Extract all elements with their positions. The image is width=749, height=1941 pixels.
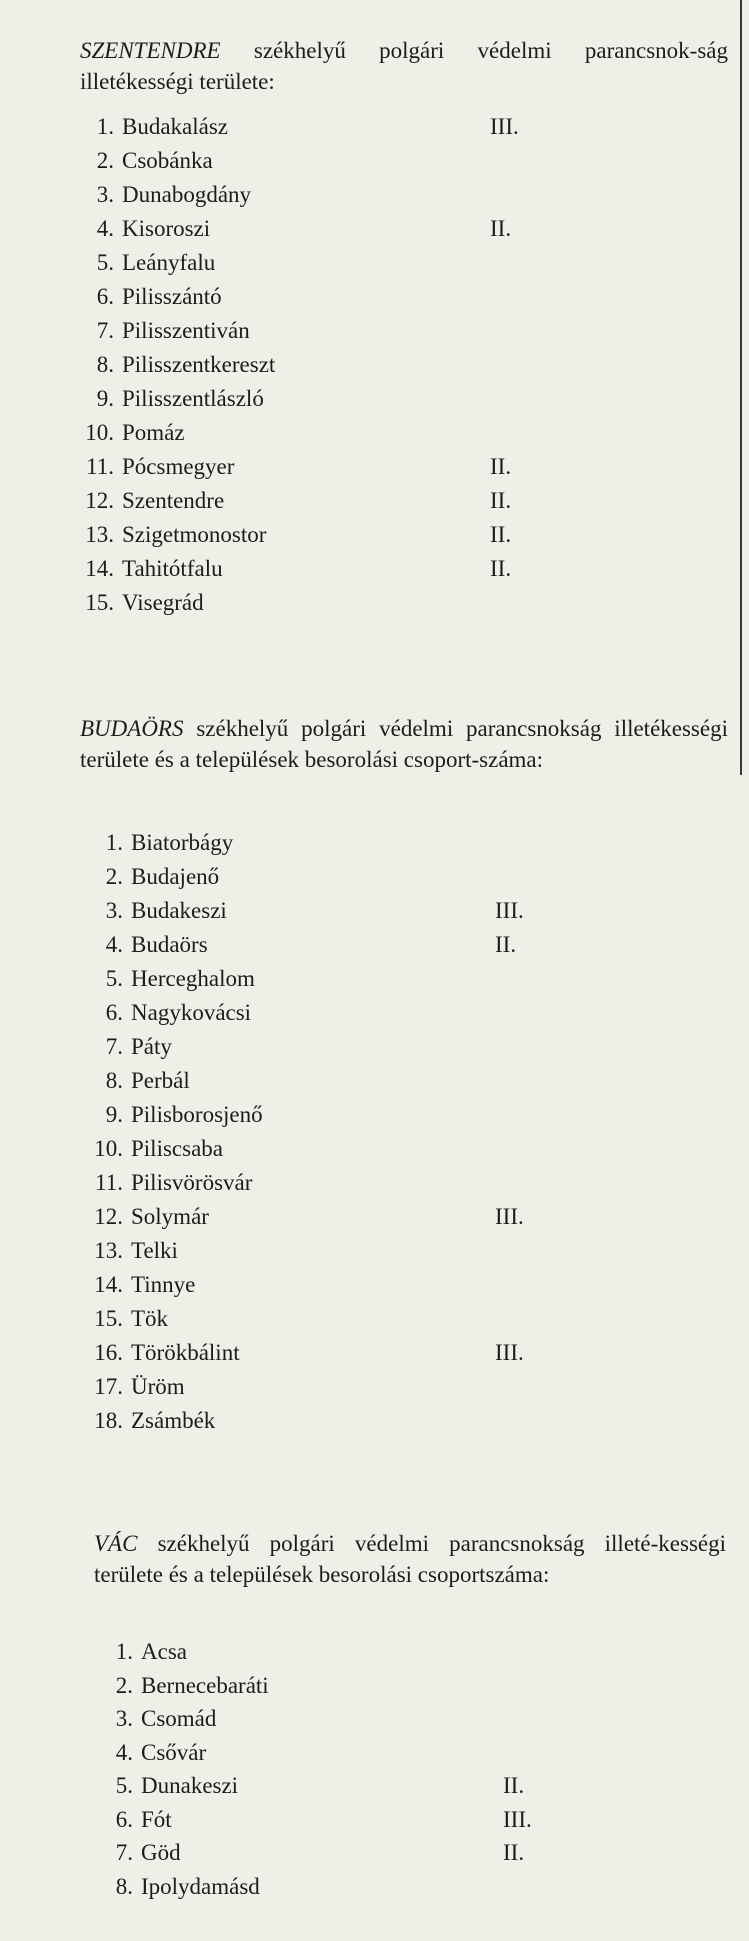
- list-item: [74, 416, 554, 450]
- item-number: 7.: [105, 1034, 123, 1059]
- item-number: 17.: [94, 1374, 123, 1399]
- list-item: [74, 552, 554, 586]
- list-item: [83, 1370, 563, 1404]
- group-number: III.: [503, 1806, 532, 1832]
- group-number: II.: [490, 488, 512, 513]
- item-number: 12.: [85, 488, 114, 513]
- item-number: 5.: [115, 1773, 133, 1798]
- item-number: 10.: [85, 420, 114, 445]
- settlement-name: Csobánka: [122, 148, 213, 173]
- item-number: 9.: [105, 1102, 123, 1127]
- item-number: 5.: [105, 966, 123, 991]
- group-number: II.: [490, 522, 512, 547]
- item-number: 6.: [105, 1000, 123, 1025]
- heading-text: székhelyű polgári védelmi parancsnok-ság illetékességi területe:: [80, 38, 728, 94]
- settlement-name: Pilisszentlászló: [122, 386, 264, 411]
- list-item: [93, 1635, 573, 1669]
- item-number: 1.: [115, 1639, 133, 1664]
- item-number: 7.: [96, 318, 114, 343]
- settlement-name: Pilisszántó: [122, 284, 222, 309]
- list-item: [83, 1404, 563, 1438]
- list-item: [74, 280, 554, 314]
- settlement-name: Acsa: [141, 1639, 187, 1664]
- city-name: SZENTENDRE: [80, 38, 221, 63]
- group-number: II.: [503, 1840, 525, 1865]
- group-number: II.: [490, 216, 512, 241]
- item-number: 11.: [95, 1170, 123, 1195]
- list-item: [93, 1702, 573, 1736]
- settlement-name: Tök: [131, 1306, 169, 1331]
- settlement-name: Budakeszi: [131, 898, 227, 923]
- group-number: II.: [503, 1773, 525, 1798]
- group-number: II.: [490, 556, 512, 581]
- list-item: [83, 928, 563, 962]
- settlement-name: Leányfalu: [122, 250, 216, 275]
- list-item: [83, 1234, 563, 1268]
- item-number: 3.: [96, 182, 114, 207]
- list-item: [74, 212, 554, 246]
- group-number: III.: [495, 898, 524, 923]
- item-number: 15.: [94, 1306, 123, 1331]
- list-item: [83, 860, 563, 894]
- list-item: [74, 450, 554, 484]
- settlement-name: Pilisszentkereszt: [122, 352, 276, 377]
- list-item: [83, 1098, 563, 1132]
- list-item: [74, 246, 554, 280]
- list-item: [83, 996, 563, 1030]
- item-number: 16.: [94, 1340, 123, 1365]
- group-number: II.: [495, 932, 517, 957]
- list-item: [83, 894, 563, 928]
- item-number: 2.: [96, 148, 114, 173]
- group-number: III.: [495, 1340, 524, 1365]
- group-number: III.: [495, 1204, 524, 1229]
- section-heading-vac: [94, 1528, 726, 1590]
- item-number: 13.: [94, 1238, 123, 1263]
- list-item: [74, 144, 554, 178]
- settlement-name: Ipolydamásd: [141, 1873, 260, 1899]
- list-item: [93, 1836, 573, 1870]
- list-item: [74, 110, 554, 144]
- heading-text: székhelyű polgári védelmi parancsnokság illeté-kességi területe és a települések besorolási csoportszáma:: [94, 1531, 726, 1587]
- item-number: 14.: [94, 1272, 123, 1297]
- settlement-name: Csővár: [141, 1739, 207, 1765]
- settlement-name: Bernecebaráti: [141, 1672, 269, 1698]
- list-item: [83, 962, 563, 996]
- settlement-name: Fót: [141, 1806, 172, 1832]
- list-item: [74, 484, 554, 518]
- list-item: [74, 314, 554, 348]
- item-number: 8.: [115, 1873, 133, 1899]
- list-item: [93, 1669, 573, 1703]
- settlement-name: Telki: [131, 1238, 178, 1263]
- settlement-list-szentendre: [74, 110, 554, 620]
- settlement-name: Páty: [131, 1034, 172, 1059]
- settlement-name: Herceghalom: [131, 966, 255, 991]
- settlement-name: Pilisszentiván: [122, 318, 250, 343]
- settlement-name: Törökbálint: [131, 1340, 240, 1365]
- item-number: 4.: [105, 932, 123, 957]
- section-heading-budaors: [80, 713, 728, 775]
- settlement-name: Budajenő: [131, 864, 220, 889]
- list-item: [74, 382, 554, 416]
- section-heading-szentendre: [80, 35, 728, 97]
- city-name: BUDAÖRS: [80, 716, 184, 741]
- item-number: 2.: [105, 864, 123, 889]
- settlement-name: Biatorbágy: [131, 830, 234, 855]
- column-divider: [740, 0, 742, 775]
- item-number: 14.: [85, 556, 114, 581]
- settlement-name: Solymár: [131, 1204, 209, 1229]
- list-item: [83, 1064, 563, 1098]
- item-number: 1.: [105, 830, 123, 855]
- list-item: [93, 1769, 573, 1803]
- item-number: 5.: [96, 250, 114, 275]
- item-number: 6.: [115, 1806, 133, 1832]
- group-number: III.: [490, 114, 519, 139]
- list-item: [74, 518, 554, 552]
- settlement-list-budaors: [83, 826, 563, 1438]
- item-number: 7.: [115, 1840, 133, 1865]
- settlement-name: Pócsmegyer: [122, 454, 235, 479]
- list-item: [83, 1030, 563, 1064]
- item-number: 4.: [115, 1739, 133, 1765]
- settlement-name: Csomád: [141, 1706, 217, 1731]
- settlement-name: Szigetmonostor: [122, 522, 267, 547]
- item-number: 8.: [96, 352, 114, 377]
- settlement-name: Budakalász: [122, 114, 229, 139]
- item-number: 10.: [94, 1136, 123, 1161]
- heading-text: székhelyű polgári védelmi parancsnokság illetékességi területe és a települések besorolási csoport-száma:: [80, 716, 728, 772]
- settlement-name: Pilisvörösvár: [131, 1170, 253, 1195]
- settlement-name: Budaörs: [131, 932, 208, 957]
- item-number: 1.: [96, 114, 114, 139]
- list-item: [74, 586, 554, 620]
- settlement-name: Dunakeszi: [141, 1773, 239, 1798]
- settlement-name: Zsámbék: [131, 1408, 216, 1433]
- item-number: 18.: [94, 1408, 123, 1433]
- item-number: 12.: [94, 1204, 123, 1229]
- item-number: 8.: [105, 1068, 123, 1093]
- list-item: [83, 1200, 563, 1234]
- item-number: 6.: [96, 284, 114, 309]
- settlement-name: Göd: [141, 1840, 181, 1865]
- item-number: 9.: [96, 386, 114, 411]
- item-number: 2.: [115, 1672, 133, 1698]
- settlement-name: Visegrád: [122, 590, 204, 615]
- group-number: II.: [490, 454, 512, 479]
- list-item: [83, 1132, 563, 1166]
- settlement-list-vac: [93, 1635, 573, 1903]
- settlement-name: Tahitótfalu: [122, 556, 223, 581]
- item-number: 4.: [96, 216, 114, 241]
- item-number: 3.: [115, 1706, 133, 1731]
- settlement-name: Piliscsaba: [131, 1136, 223, 1161]
- item-number: 13.: [85, 522, 114, 547]
- list-item: [83, 1336, 563, 1370]
- city-name: VÁC: [94, 1531, 138, 1556]
- settlement-name: Szentendre: [122, 488, 225, 513]
- list-item: [83, 826, 563, 860]
- settlement-name: Pomáz: [122, 420, 185, 445]
- item-number: 11.: [86, 454, 114, 479]
- settlement-name: Nagykovácsi: [131, 1000, 252, 1025]
- settlement-name: Dunabogdány: [122, 182, 252, 207]
- list-item: [93, 1803, 573, 1837]
- list-item: [74, 348, 554, 382]
- list-item: [93, 1870, 573, 1904]
- item-number: 3.: [105, 898, 123, 923]
- settlement-name: Kisoroszi: [122, 216, 211, 241]
- item-number: 15.: [85, 590, 114, 615]
- settlement-name: Üröm: [131, 1374, 185, 1399]
- list-item: [83, 1302, 563, 1336]
- list-item: [93, 1736, 573, 1770]
- list-item: [74, 178, 554, 212]
- list-item: [83, 1166, 563, 1200]
- settlement-name: Tinnye: [131, 1272, 196, 1297]
- settlement-name: Pilisborosjenő: [131, 1102, 263, 1127]
- settlement-name: Perbál: [131, 1068, 190, 1093]
- list-item: [83, 1268, 563, 1302]
